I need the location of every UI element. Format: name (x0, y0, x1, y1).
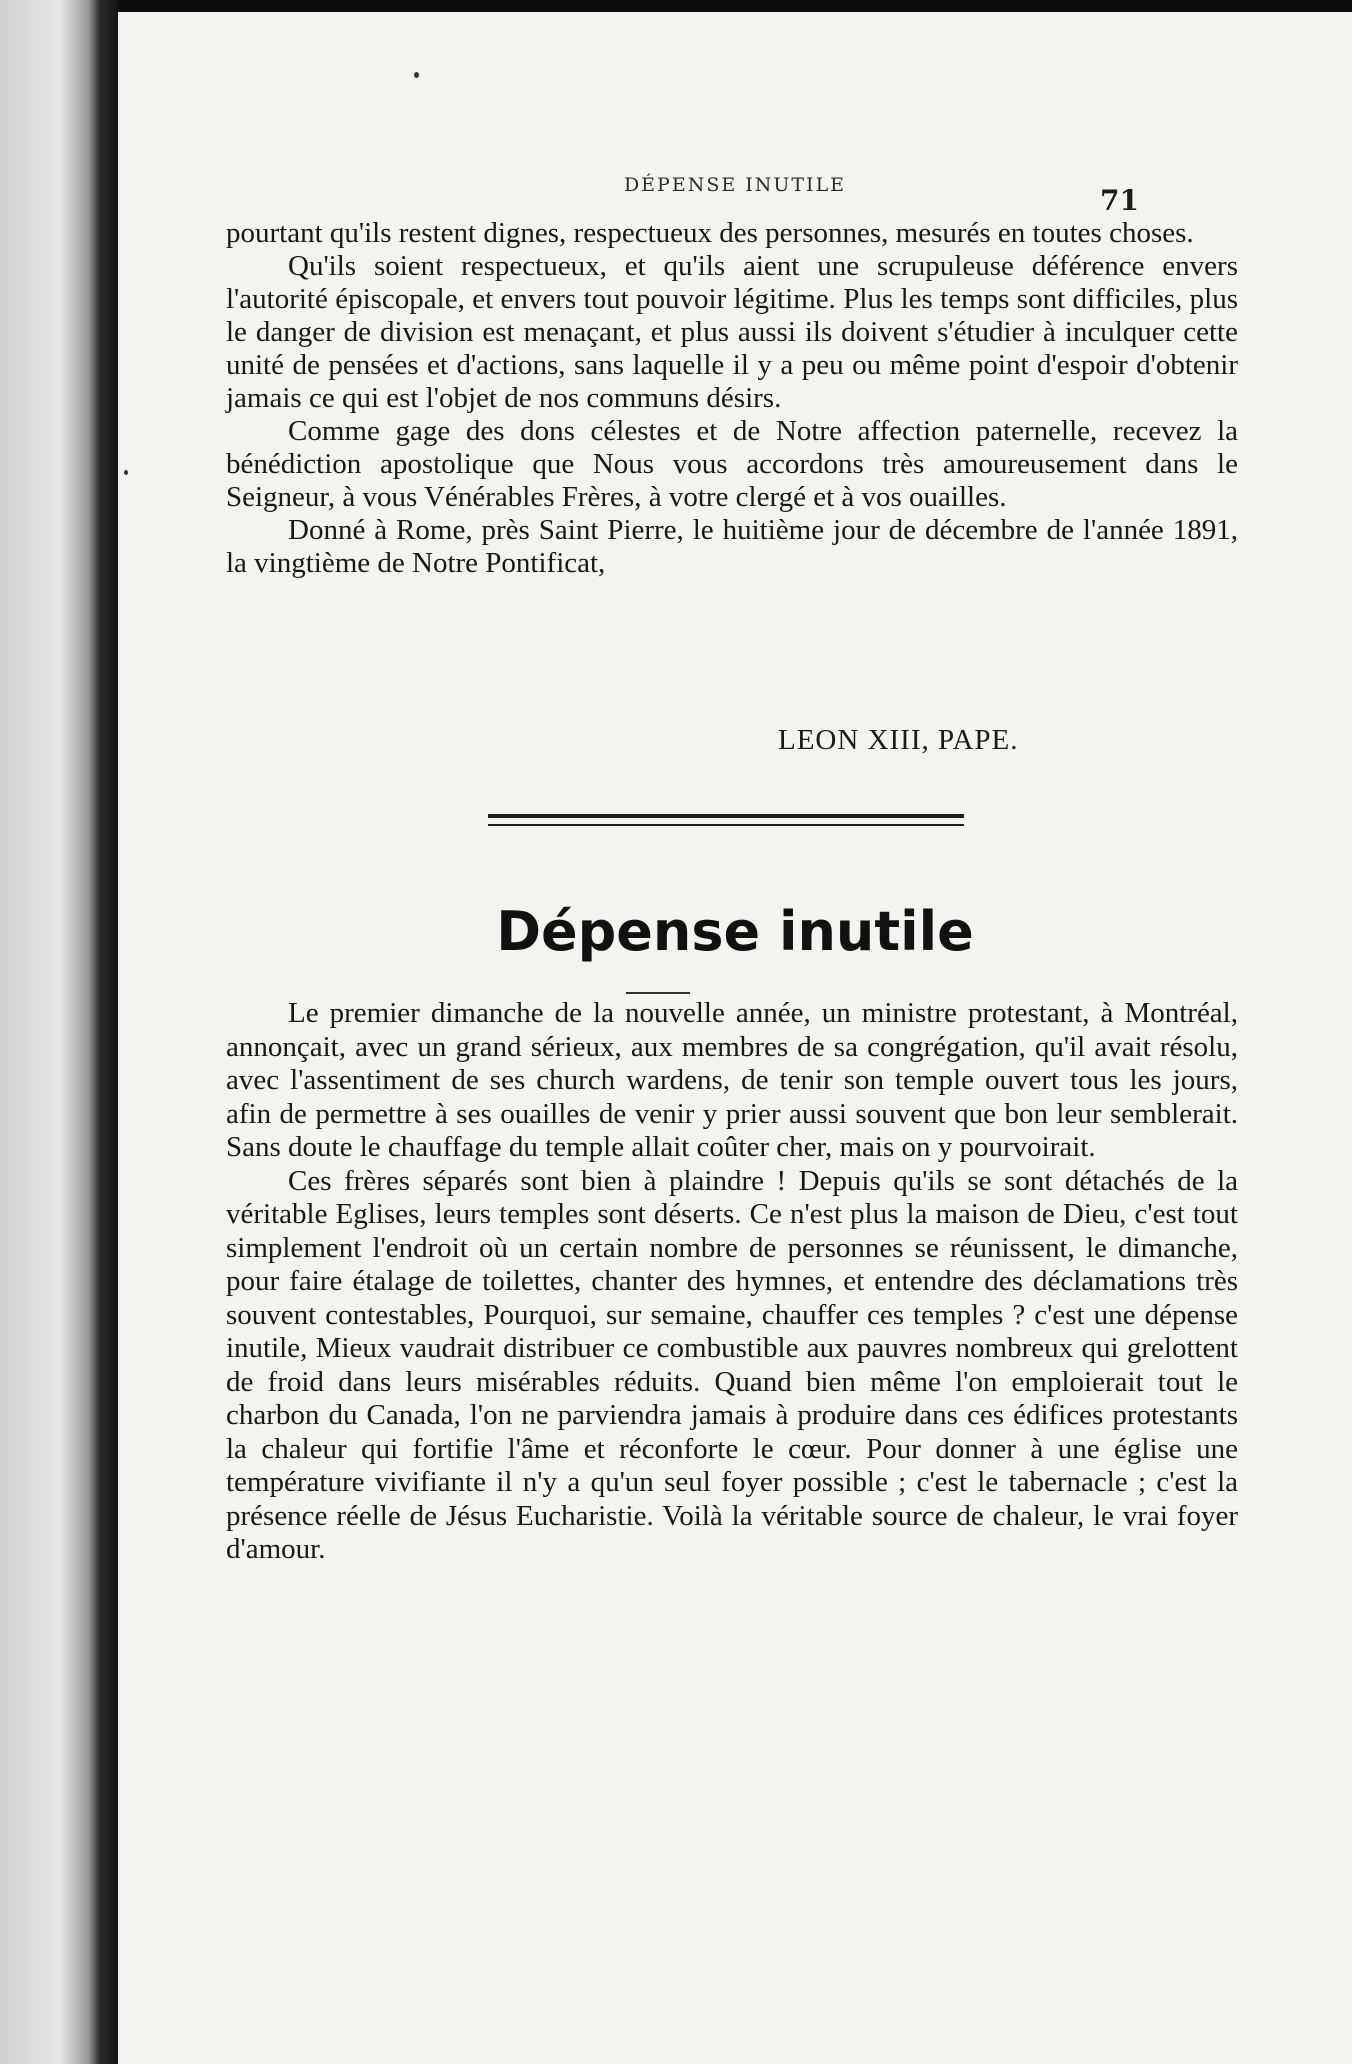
letter-text (226, 217, 1238, 580)
letter-signature: LEON XIII, PAPE. (778, 724, 1019, 756)
title-underline (626, 992, 690, 994)
letter-paragraph: Qu'ils soient respectueux, et qu'ils aient une scrupuleuse déférence envers l'autorité épiscopale, et envers tout pouvoir légitime. Plus les temps sont difficiles, plus le danger de division est menaçant, et plus aussi ils doivent s'étudier à inculquer cette unité de pensées et d'actions, sans laquelle il y a peu ou même point d'espoir d'obtenir jamais ce qui est l'objet de nos communs désirs. (226, 250, 1238, 414)
scan-speck (124, 470, 128, 475)
letter-paragraph: pourtant qu'ils restent dignes, respectueux des personnes, mesurés en toutes choses. (226, 217, 1194, 249)
page-number: 71 (1100, 184, 1139, 217)
section-divider-thin (488, 824, 964, 826)
scan-left-edge (0, 0, 118, 2064)
letter-paragraph: Comme gage des dons célestes et de Notre affection paternelle, recevez la bénédiction apostolique que Nous vous accordons très amoureusement dans le Seigneur, à vous Vénérables Frères, à votre clergé et à vos ouailles. (226, 415, 1238, 513)
letter-paragraph: Donné à Rome, près Saint Pierre, le huitième jour de décembre de l'année 1891, la vingtième de Notre Pontificat, (226, 514, 1238, 579)
article-title: Dépense inutile (496, 900, 974, 963)
scan-speck (414, 72, 419, 78)
book-page (118, 12, 1352, 2064)
section-divider-thick (488, 814, 964, 818)
article-paragraph: Le premier dimanche de la nouvelle année, un ministre protestant, à Montréal, annonçait, avec un grand sérieux, aux membres de sa congrégation, qu'il avait résolu, avec l'assentiment de ses church wardens, de tenir son temple ouvert tous les jours, afin de permettre à ses ouailles de venir y prier aussi souvent que bon leur semblerait. Sans doute le chauffage du temple allait coûter cher, mais on y pourvoirait. (226, 997, 1238, 1163)
article-text (226, 997, 1238, 1567)
running-title: DÉPENSE INUTILE (623, 174, 847, 196)
article-paragraph: Ces frères séparés sont bien à plaindre ! Depuis qu'ils se sont détachés de la véritable Eglises, leurs temples sont déserts. Ce n'est plus la maison de Dieu, c'est tout simplement l'endroit où un certain nombre de personnes se réunissent, le dimanche, pour faire étalage de toilettes, chanter des hymnes, et entendre des déclamations très souvent contestables, Pourquoi, sur semaine, chauffer ces temples ? c'est une dépense inutile, Mieux vaudrait distribuer ce combustible aux pauvres nombreux qui grelottent de froid dans leurs misérables réduits. Quand bien même l'on emploierait tout le charbon du Canada, l'on ne parviendra jamais à produire dans ces édifices protestants la chaleur qui fortifie l'âme et réconforte le cœur. Pour donner à une église une température vivifiante il n'y a qu'un seul foyer possible ; c'est le tabernacle ; c'est la présence réelle de Jésus Eucharistie. Voilà la véritable source de chaleur, le vrai foyer d'amour. (226, 1164, 1238, 1565)
